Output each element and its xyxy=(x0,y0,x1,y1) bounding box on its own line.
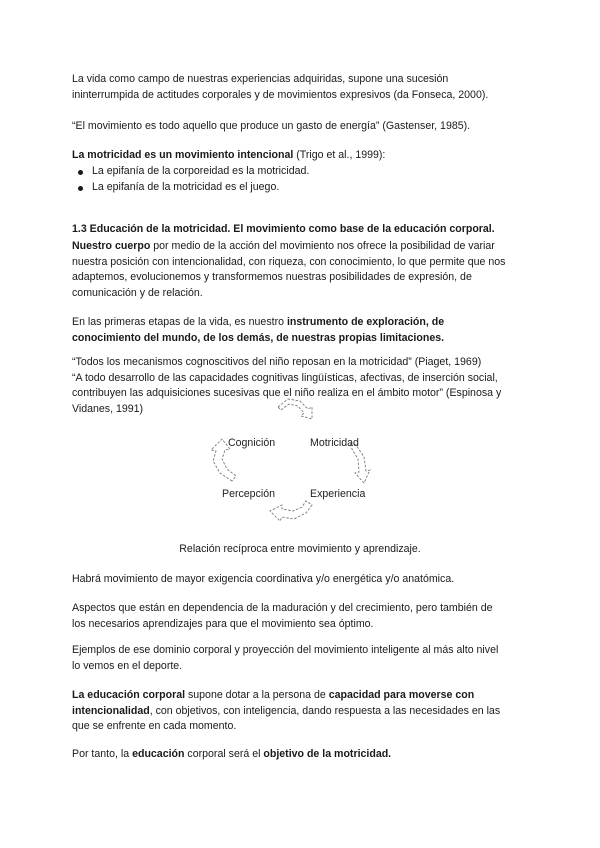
cycle-diagram xyxy=(200,395,390,525)
list-item-text: La epifanía de la corporeidad es la motricidad. xyxy=(92,165,310,177)
bold-text: objetivo de la motricidad. xyxy=(263,748,392,760)
bullet-icon xyxy=(78,186,83,191)
paragraph-motricidad xyxy=(72,148,532,164)
cycle-arrows xyxy=(200,395,390,525)
arrow-right-icon xyxy=(350,443,370,483)
text-span: por medio de la acción del movimiento nos ofrece la posibilidad de variar xyxy=(150,240,495,252)
quote-espinosa: contribuyen las adquisiciones sucesivas que el niño realiza en el ámbito motor” (Espinosa y xyxy=(72,387,502,400)
bold-text: educación xyxy=(132,748,185,760)
paragraph-movimiento: “El movimiento es todo aquello que produce un gasto de energía” (Gastenser, 1985). xyxy=(72,120,471,132)
text-span: Por tanto, la xyxy=(72,748,133,760)
quote-piaget: “Todos los mecanismos cognoscitivos del niño reposan en la motricidad” (Piaget, 1969) xyxy=(72,356,482,368)
text-line: nuestra posición con intencionalidad, con riqueza, con conocimiento, lo que permite que nos xyxy=(72,255,506,268)
figure-caption: Relación recíproca entre movimiento y aprendizaje. xyxy=(179,542,421,555)
paragraph-por-tanto xyxy=(72,747,532,763)
bold-text: La educación corporal xyxy=(72,689,186,701)
text-span: (Trigo et al., 1999): xyxy=(293,149,386,161)
text-span: , con objetivos, con inteligencia, dando respuesta a las necesidades en las xyxy=(149,704,501,717)
quote-espinosa: “A todo desarrollo de las capacidades cognitivas lingüísticas, afectivas, de inserción social, xyxy=(72,371,498,384)
text-line: los necesarios aprendizajes para que el movimiento sea óptimo. xyxy=(72,617,374,630)
arrow-bottom-icon xyxy=(270,501,312,521)
list-item xyxy=(72,180,512,196)
text-line: Ejemplos de ese dominio corporal y proyección del movimiento inteligente al más alto nivel xyxy=(72,644,499,656)
label-percepcion: Percepción xyxy=(222,488,275,500)
label-cognicion: Cognición xyxy=(228,437,276,449)
paragraph-vida xyxy=(72,72,532,103)
section-heading: 1.3 Educación de la motricidad. El movimiento como base de la educación corporal. xyxy=(72,223,495,235)
bold-text: Nuestro cuerpo xyxy=(72,240,151,252)
bold-text: instrumento de exploración, de xyxy=(286,316,445,328)
paragraph-cuerpo xyxy=(72,239,532,301)
list-item xyxy=(72,164,512,180)
bold-text: capacidad para moverse con xyxy=(328,689,475,701)
bold-text: La motricidad es un movimiento intencional xyxy=(72,149,294,161)
paragraph-aspectos xyxy=(72,601,532,632)
bullet-icon xyxy=(78,170,83,175)
text-line: Aspectos que están en dependencia de la maduración y del crecimiento, pero también de xyxy=(72,602,493,614)
bullet-list xyxy=(72,164,512,195)
text-line: ininterrumpida de actitudes corporales y de movimientos expresivos (da Fonseca, 2000). xyxy=(72,88,489,101)
label-motricidad: Motricidad xyxy=(310,437,359,449)
text-line: La vida como campo de nuestras experiencias adquiridas, supone una sucesión xyxy=(72,73,449,85)
text-span: En las primeras etapas de la vida, es nuestro xyxy=(72,316,287,328)
paragraph-etapas xyxy=(72,315,532,346)
bold-text: intencionalidad xyxy=(72,704,150,717)
text-span: corporal será el xyxy=(184,748,264,760)
paragraph-exigencia: Habrá movimiento de mayor exigencia coordinativa y/o energética y/o anatómica. xyxy=(72,573,455,585)
text-line: que se enfrente en cada momento. xyxy=(72,720,237,733)
list-item-text: La epifanía de la motricidad es el juego. xyxy=(92,180,280,193)
label-experiencia: Experiencia xyxy=(310,488,366,500)
paragraph-educacion xyxy=(72,688,532,735)
paragraph-ejemplos xyxy=(72,643,532,674)
text-line: adaptemos, evolucionemos y transformemos nuestras posibilidades de expresión, de xyxy=(72,271,472,284)
text-line: comunicación y de relación. xyxy=(72,286,203,299)
text-line: lo vemos en el deporte. xyxy=(72,659,183,672)
arrow-top-icon xyxy=(278,399,312,419)
bold-text: conocimiento del mundo, de los demás, de nuestras propias limitaciones. xyxy=(72,331,445,344)
text-span: supone dotar a la persona de xyxy=(185,689,329,701)
quote-espinosa: Vidanes, 1991) xyxy=(72,402,144,415)
